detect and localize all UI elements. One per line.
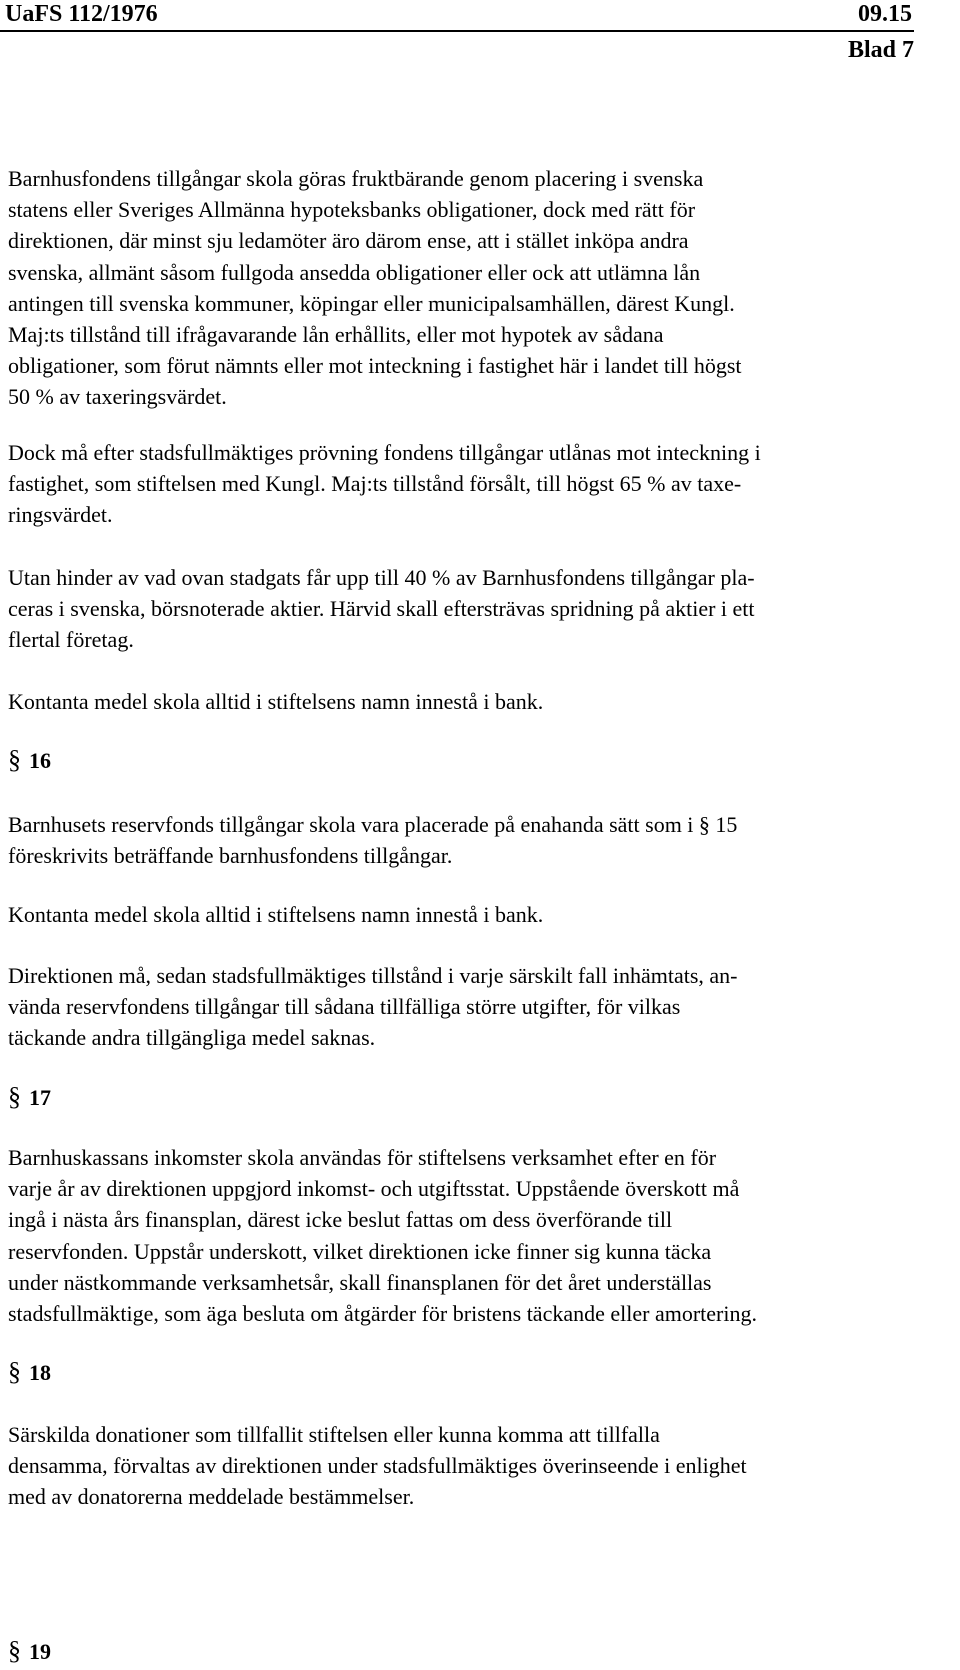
section-sign-icon: § bbox=[8, 745, 21, 774]
sheet-number: Blad 7 bbox=[847, 37, 914, 63]
section-heading-19 bbox=[8, 1635, 51, 1667]
paragraph-lines bbox=[8, 809, 916, 871]
paragraph-lines bbox=[8, 899, 916, 930]
text-line: föreskrivits beträffande barnhusfondens tillgångar. bbox=[8, 843, 453, 869]
text-line: fastighet, som stiftelsen med Kungl. Maj:ts tillstånd försålt, till högst 65 % av taxe- bbox=[8, 471, 742, 497]
paragraph-lines bbox=[8, 1142, 916, 1329]
text-line: ringsvärdet. bbox=[8, 502, 113, 528]
text-line: stadsfullmäktige, som äga besluta om åtgärder för bristens täckande eller amortering. bbox=[8, 1301, 757, 1327]
section-number: 16 bbox=[29, 748, 51, 773]
section-sign-icon: § bbox=[8, 1082, 21, 1111]
section-number: 17 bbox=[29, 1085, 51, 1110]
section-sign-icon: § bbox=[8, 1636, 21, 1665]
text-line: densamma, förvaltas av direktionen under stadsfullmäktiges överinseende i enlighet bbox=[8, 1453, 747, 1479]
text-line: varje år av direktionen uppgjord inkomst- och utgiftsstat. Uppstående överskott må bbox=[8, 1176, 740, 1202]
text-line: under nästkommande verksamhetsår, skall finansplanen för det året underställas bbox=[8, 1269, 712, 1295]
paragraph-lines bbox=[8, 686, 916, 717]
paragraph-lines bbox=[8, 163, 916, 413]
page-header bbox=[0, 0, 914, 32]
paragraph-cash-in-bank bbox=[8, 686, 916, 717]
paragraph-lines bbox=[8, 562, 916, 656]
paragraph-placement-rules bbox=[8, 163, 916, 413]
text-line: täckande andra tillgängliga medel saknas. bbox=[8, 1025, 376, 1051]
text-line: med av donatorerna meddelade bestämmelser. bbox=[8, 1484, 415, 1510]
text-line: vända reservfondens tillgångar till sådana tillfälliga större utgifter, för vilkas bbox=[8, 994, 681, 1020]
paragraph-donations bbox=[8, 1419, 916, 1513]
text-line: Barnhuskassans inkomster skola användas för stiftelsens verksamhet efter en för bbox=[8, 1145, 717, 1170]
section-heading-17 bbox=[8, 1081, 51, 1113]
paragraph-lines bbox=[8, 960, 916, 1054]
paragraph-reserve-fund-placement bbox=[8, 809, 916, 871]
text-line: Kontanta medel skola alltid i stiftelsens namn innestå i bank. bbox=[8, 902, 544, 927]
section-number: 18 bbox=[29, 1360, 51, 1385]
text-line: statens eller Sveriges Allmänna hypoteksbanks obligationer, dock med rätt för bbox=[8, 197, 696, 223]
text-line: Utan hinder av vad ovan stadgats får upp till 40 % av Barnhusfondens tillgångar pla- bbox=[8, 565, 755, 590]
paragraph-cash-in-bank-2 bbox=[8, 899, 916, 930]
paragraph-lines bbox=[8, 437, 916, 531]
text-line: obligationer, som förut nämnts eller mot inteckning i fastighet här i landet till högst bbox=[8, 353, 742, 379]
paragraph-reserve-fund-use bbox=[8, 960, 916, 1054]
paragraph-mortgage-lending bbox=[8, 437, 916, 531]
text-line: Dock må efter stadsfullmäktiges prövning fondens tillgångar utlånas mot inteckning i bbox=[8, 440, 761, 465]
text-line: Särskilda donationer som tillfallit stiftelsen eller kunna komma att tillfalla bbox=[8, 1422, 660, 1447]
text-line: antingen till svenska kommuner, köpingar eller municipalsamhällen, därest Kungl. bbox=[8, 290, 735, 316]
text-line: Direktionen må, sedan stadsfullmäktiges tillstånd i varje särskilt fall inhämtats, an- bbox=[8, 963, 738, 988]
text-line: 50 % av taxeringsvärdet. bbox=[8, 384, 227, 410]
text-line: Barnhusfondens tillgångar skola göras fruktbärande genom placering i svenska bbox=[8, 166, 704, 191]
text-line: Barnhusets reservfonds tillgångar skola vara placerade på enahanda sätt som i § 15 bbox=[8, 812, 738, 837]
section-heading-18 bbox=[8, 1356, 51, 1388]
document-number: 09.15 bbox=[858, 1, 912, 27]
text-line: Kontanta medel skola alltid i stiftelsens namn innestå i bank. bbox=[8, 689, 544, 714]
section-heading-16 bbox=[8, 744, 51, 776]
paragraph-stock-investments bbox=[8, 562, 916, 656]
text-line: flertal företag. bbox=[8, 627, 134, 653]
text-line: Maj:ts tillstånd till ifrågavarande lån erhållits, eller mot hypotek av sådana bbox=[8, 322, 664, 348]
text-line: svenska, allmänt såsom fullgoda ansedda obligationer eller ock att utlämna lån bbox=[8, 259, 701, 285]
paragraph-income-use bbox=[8, 1142, 916, 1329]
document-reference: UaFS 112/1976 bbox=[5, 1, 158, 27]
text-line: ceras i svenska, börsnoterade aktier. Härvid skall eftersträvas spridning på aktier i ett bbox=[8, 596, 755, 622]
text-line: reservfonden. Uppstår underskott, vilket direktionen icke finner sig kunna täcka bbox=[8, 1238, 712, 1264]
section-sign-icon: § bbox=[8, 1357, 21, 1386]
paragraph-lines bbox=[8, 1419, 916, 1513]
section-number: 19 bbox=[29, 1639, 51, 1664]
text-line: ingå i nästa års finansplan, därest icke beslut fattas om dess överförande till bbox=[8, 1207, 673, 1233]
text-line: direktionen, där minst sju ledamöter äro därom ense, att i stället inköpa andra bbox=[8, 228, 689, 254]
